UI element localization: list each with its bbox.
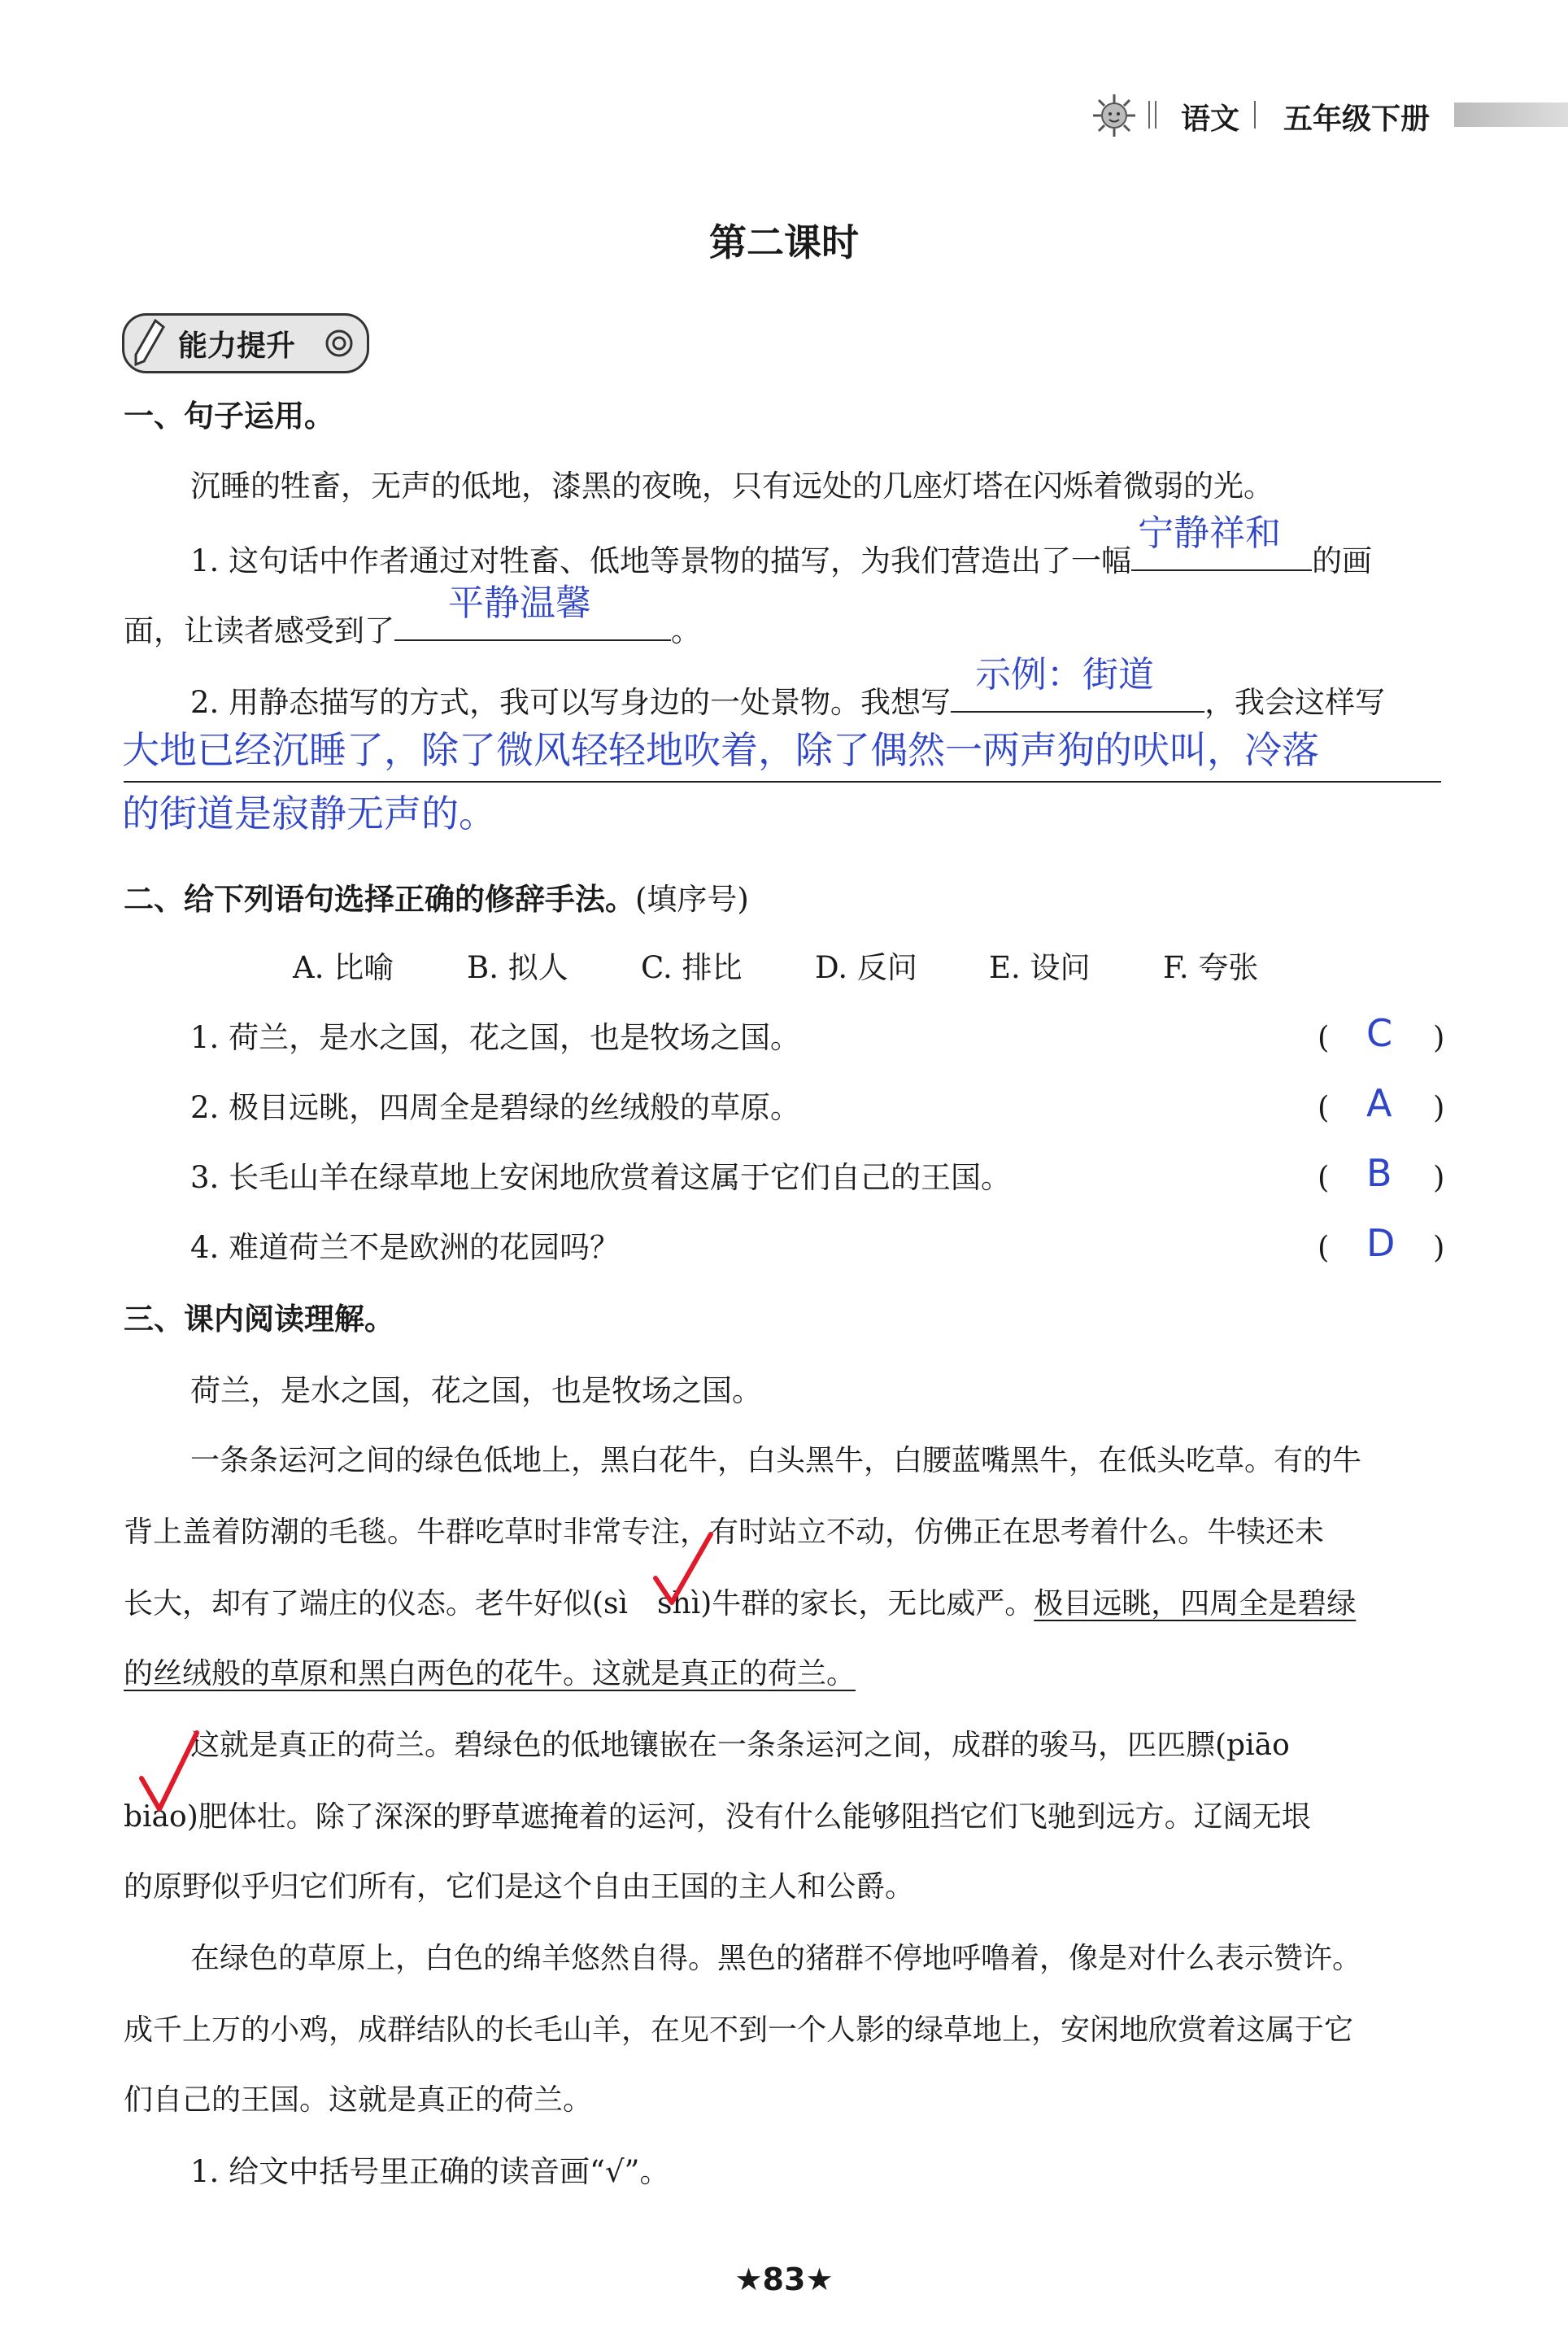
q2-answer1: 示例：街道 [975, 654, 1155, 696]
option-b: B. 拟人 [467, 950, 568, 985]
q1-blank2 [394, 582, 671, 641]
q2-text2: ，我会这样写 [1204, 685, 1386, 720]
q2-blank1 [951, 654, 1204, 713]
paren-close: ) [1433, 1090, 1445, 1125]
passage-p2-line4: 的丝绒般的草原和黑白两色的花牛。这就是真正的荷兰。 [124, 1657, 856, 1690]
passage-p1: 荷兰，是水之国，花之国，也是牧场之国。 [190, 1373, 762, 1408]
checkmark-icon [137, 1728, 202, 1817]
paren-open: ( [1318, 1230, 1330, 1265]
page-title: 第二课时 [709, 220, 859, 264]
pencil-icon [131, 317, 167, 366]
q1-answer1: 宁静祥和 [1138, 513, 1282, 554]
q1-blank1 [1131, 513, 1312, 571]
passage-p4-line1: 在绿色的草原上，白色的绵羊悠然自得。黑色的猪群不停地呼噜着，像是对什么表示赞许。 [190, 1942, 1362, 1975]
ring-icon [323, 327, 355, 360]
paren-open: ( [1318, 1020, 1330, 1055]
answer-3: B [1366, 1151, 1392, 1195]
section1-heading: 一、句子运用。 [124, 399, 334, 434]
paren-open: ( [1318, 1090, 1330, 1125]
star-icon: ★ [805, 2262, 834, 2297]
checkmark-icon [651, 1529, 716, 1611]
q1-line2 [124, 582, 701, 649]
paren-open: ( [1318, 1160, 1330, 1195]
q2-answer-line1: 大地已经沉睡了，除了微风轻轻地吹着，除了偶然一两声狗的吠叫，冷落 [122, 728, 1319, 772]
q2-text: 2. 用静态描写的方式，我可以写身边的一处景物。我想写 [190, 685, 952, 720]
q1-answer2: 平静温馨 [448, 582, 591, 624]
q1-text: 1. 这句话中作者通过对牲畜、低地等景物的描写，为我们营造出了一幅 [190, 543, 1132, 578]
passage-p2-line3 [124, 1586, 1356, 1622]
answer-paren-2 [1318, 1081, 1448, 1126]
section2-heading-row [124, 882, 749, 918]
passage-p3-line1: 这就是真正的荷兰。碧绿色的低地镶嵌在一条条运河之间，成群的骏马，匹匹膘(piāo [190, 1729, 1290, 1762]
section2-note: (填序号) [635, 882, 749, 917]
answer-paren-3 [1318, 1151, 1448, 1196]
sun-icon [1090, 91, 1139, 140]
answer-1: C [1366, 1011, 1393, 1055]
section2-heading: 二、给下列语句选择正确的修辞手法。 [124, 882, 635, 917]
answer-4: D [1366, 1221, 1396, 1265]
passage-text: 长大，却有了端庄的仪态。老牛好似(sì shì)牛群的家长，无比威严。 [124, 1587, 1034, 1620]
ability-label: 能力提升 [178, 329, 296, 363]
section1-sentence: 沉睡的牲畜，无声的低地，漆黑的夜晚，只有远处的几座灯塔在闪烁着微弱的光。 [190, 469, 1274, 504]
answer-paren-4 [1318, 1221, 1448, 1266]
paren-close: ) [1433, 1160, 1445, 1195]
page-number-row [0, 2262, 1568, 2297]
q1-text3: 面，让读者感受到了 [124, 613, 394, 648]
passage-p2-line1: 一条条运河之间的绿色低地上，黑白花牛，白头黑牛，白腰蓝嘴黑牛，在低头吃草。有的牛 [190, 1444, 1362, 1477]
rhetoric-item-1: 1. 荷兰，是水之国，花之国，也是牧场之国。 [190, 1020, 801, 1055]
section3-question1: 1. 给文中括号里正确的读音画“√”。 [190, 2154, 670, 2189]
passage-p4-line2: 成千上万的小鸡，成群结队的长毛山羊，在见不到一个人影的绿草地上，安闲地欣赏着这属于它 [124, 2013, 1354, 2047]
q1-line1 [190, 513, 1373, 579]
header-stripe [1454, 103, 1568, 127]
header-bar [1074, 89, 1568, 138]
ability-tag [122, 313, 369, 373]
rhetoric-item-4: 4. 难道荷兰不是欧洲的花园吗？ [190, 1230, 621, 1265]
q1-text4: 。 [671, 613, 701, 648]
passage-p3-line3: 的原野似乎归它们所有，它们是这个自由王国的主人和公爵。 [124, 1870, 915, 1904]
option-a: A. 比喻 [293, 950, 394, 985]
answer-paren-1 [1318, 1011, 1448, 1056]
star-icon: ★ [734, 2262, 763, 2297]
q1-text2: 的画 [1312, 543, 1373, 578]
header-divider [1148, 101, 1156, 129]
paren-close: ) [1433, 1230, 1445, 1265]
rhetoric-item-2: 2. 极目远眺，四周全是碧绿的丝绒般的草原。 [190, 1090, 801, 1125]
header-subject: 语文 [1181, 103, 1240, 136]
passage-p2-line2: 背上盖着防潮的毛毯。牛群吃草时非常专注，有时站立不动，仿佛正在思考着什么。牛犊还未 [124, 1516, 1325, 1549]
q2-answer-line2: 的街道是寂静无声的。 [122, 792, 496, 835]
section3-heading: 三、课内阅读理解。 [124, 1302, 394, 1337]
option-d: D. 反问 [815, 950, 917, 985]
option-c: C. 排比 [641, 950, 743, 985]
header-divider [1254, 101, 1261, 129]
answer-2: A [1366, 1081, 1392, 1125]
q2-line1 [190, 654, 1386, 721]
passage-p3-line2: biāo)肥体壮。除了深深的野草遮掩着的运河，没有什么能够阻挡它们飞驰到远方。辽阔无垠 [124, 1800, 1311, 1834]
option-f: F. 夸张 [1163, 950, 1259, 985]
page-number: 83 [762, 2262, 806, 2297]
passage-p4-line3: 们自己的王国。这就是真正的荷兰。 [124, 2083, 593, 2117]
paren-close: ) [1433, 1020, 1445, 1055]
header-grade: 五年级下册 [1283, 103, 1431, 136]
underlined-sentence: 极目远眺，四周全是碧绿 [1034, 1587, 1357, 1620]
rhetoric-options [293, 950, 1258, 986]
q2-answer-underline [124, 781, 1441, 783]
rhetoric-item-3: 3. 长毛山羊在绿草地上安闲地欣赏着这属于它们自己的王国。 [190, 1160, 1012, 1195]
option-e: E. 设问 [989, 950, 1091, 985]
